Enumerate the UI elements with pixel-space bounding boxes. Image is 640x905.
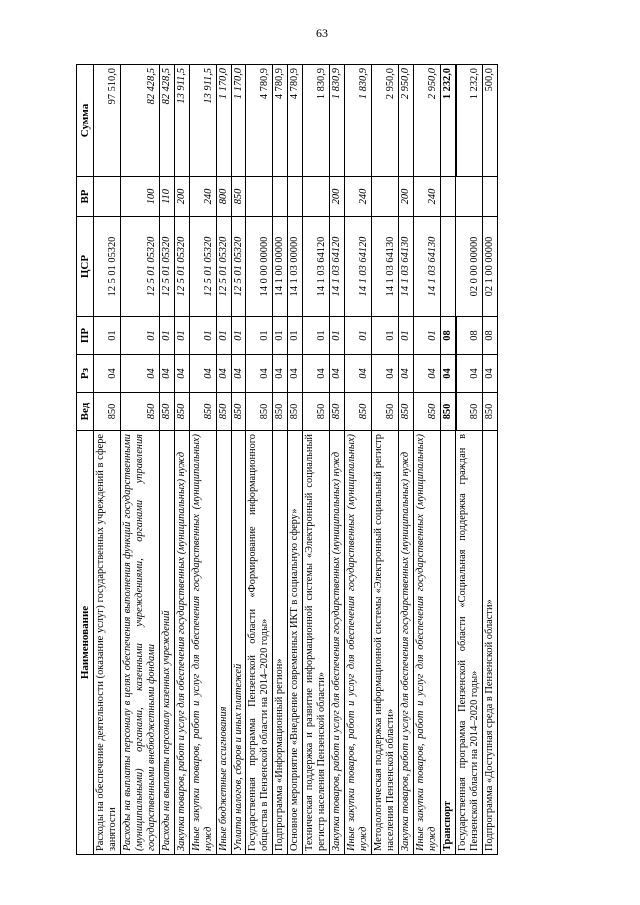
row-ved: 850 [440, 393, 455, 431]
row-name: Подпрограмма «Доступная среда в Пензенской области» [483, 431, 498, 855]
row-rz: 04 [440, 355, 455, 393]
table-row [216, 65, 231, 855]
row-csr: 14 1 03 64120 [330, 217, 345, 317]
row-rz: 04 [288, 355, 303, 393]
row-vr [483, 177, 498, 217]
row-name: Техническая поддержка и развитие информационной системы «Электронный социальный регистр населения Пензенской области» [303, 431, 330, 855]
row-rz: 04 [456, 355, 483, 393]
row-pr: 01 [246, 317, 273, 355]
table-body [94, 65, 498, 855]
row-rz: 04 [330, 355, 345, 393]
row-vr: 850 [231, 177, 246, 217]
row-rz: 04 [94, 355, 121, 393]
row-vr [456, 177, 483, 217]
row-rz: 04 [246, 355, 273, 393]
row-rz: 04 [231, 355, 246, 393]
row-ved: 850 [216, 393, 231, 431]
row-vr: 240 [413, 177, 440, 217]
row-name: Государственная программа Пензенской области «Формирование информационного общества в Пензенской области на 2014–2020 годы» [246, 431, 273, 855]
table-row [398, 65, 413, 855]
row-sum: 82 428,5 [120, 65, 159, 177]
header-name: Наименование [77, 431, 94, 855]
row-sum: 2 950,0 [398, 65, 413, 177]
row-pr: 01 [216, 317, 231, 355]
row-ved: 850 [398, 393, 413, 431]
row-ved: 850 [159, 393, 174, 431]
row-pr: 01 [94, 317, 121, 355]
row-vr [246, 177, 273, 217]
table-row [94, 65, 121, 855]
row-pr: 08 [440, 317, 455, 355]
row-sum: 1 170,0 [231, 65, 246, 177]
table-row [120, 65, 159, 855]
row-sum: 13 911,5 [189, 65, 216, 177]
header-row [77, 65, 94, 855]
row-rz: 04 [345, 355, 372, 393]
row-name: Закупка товаров, работ и услуг для обеспечения государственных (муниципальных) нужд [174, 431, 189, 855]
row-pr: 01 [159, 317, 174, 355]
row-ved: 850 [303, 393, 330, 431]
row-sum: 1 830,9 [330, 65, 345, 177]
row-vr: 100 [120, 177, 159, 217]
table-row [440, 65, 455, 855]
header-sum: Сумма [77, 65, 94, 177]
row-vr [440, 177, 455, 217]
page-number: 63 [316, 26, 328, 40]
row-csr: 02 0 00 00000 [456, 217, 483, 317]
table-row [189, 65, 216, 855]
row-rz: 04 [216, 355, 231, 393]
row-vr: 200 [174, 177, 189, 217]
row-sum: 1 830,9 [303, 65, 330, 177]
table-row [159, 65, 174, 855]
row-ved: 850 [330, 393, 345, 431]
row-vr: 240 [345, 177, 372, 217]
header-vr: ВР [77, 177, 94, 217]
row-sum: 2 950,0 [372, 65, 399, 177]
row-vr: 200 [398, 177, 413, 217]
row-name: Расходы на выплаты персоналу в целях обеспечения выполнения функций государственными (муниципальными) органами, казенными учреждениями, органами управления государственными внебюджетными фондами [120, 431, 159, 855]
row-csr: 14 0 00 00000 [246, 217, 273, 317]
row-pr: 01 [345, 317, 372, 355]
row-pr: 01 [413, 317, 440, 355]
row-rz: 04 [413, 355, 440, 393]
row-rz: 04 [303, 355, 330, 393]
row-name: Уплата налогов, сборов и иных платежей [231, 431, 246, 855]
row-sum: 4 780,9 [246, 65, 273, 177]
row-rz: 04 [159, 355, 174, 393]
row-pr: 08 [483, 317, 498, 355]
row-ved: 850 [120, 393, 159, 431]
row-csr: 12 5 01 05320 [231, 217, 246, 317]
row-pr: 01 [120, 317, 159, 355]
row-name: Методологическая поддержка информационной системы «Электронный социальный регистр населения Пензенской области» [372, 431, 399, 855]
row-pr: 01 [231, 317, 246, 355]
header-ved: Вед [77, 393, 94, 431]
row-pr: 01 [303, 317, 330, 355]
row-pr: 01 [273, 317, 288, 355]
row-rz: 04 [120, 355, 159, 393]
row-ved: 850 [174, 393, 189, 431]
row-csr: 14 1 03 64130 [372, 217, 399, 317]
row-sum: 97 510,0 [94, 65, 121, 177]
row-name: Расходы на обеспечение деятельности (оказание услуг) государственных учреждений в сфере занятости [94, 431, 121, 855]
row-csr: 12 5 01 05320 [174, 217, 189, 317]
row-ved: 850 [189, 393, 216, 431]
row-ved: 850 [231, 393, 246, 431]
row-name: Государственная программа Пензенской области «Социальная поддержка граждан в Пензенской области на 2014–2020 годы» [456, 431, 483, 855]
table-row [483, 65, 498, 855]
row-csr: 12 5 01 05320 [216, 217, 231, 317]
row-sum: 13 911,5 [174, 65, 189, 177]
row-sum: 1 232,0 [440, 65, 455, 177]
row-rz: 04 [189, 355, 216, 393]
table-row [231, 65, 246, 855]
table-row [372, 65, 399, 855]
row-ved: 850 [456, 393, 483, 431]
table-row [273, 65, 288, 855]
row-rz: 04 [174, 355, 189, 393]
row-vr: 800 [216, 177, 231, 217]
row-vr [273, 177, 288, 217]
row-vr [372, 177, 399, 217]
header-pr: ПР [77, 317, 94, 355]
row-sum: 500,0 [483, 65, 498, 177]
row-vr [303, 177, 330, 217]
row-sum: 4 780,9 [273, 65, 288, 177]
row-name: Закупка товаров, работ и услуг для обеспечения государственных (муниципальных) нужд [398, 431, 413, 855]
row-csr: 12 5 01 05320 [120, 217, 159, 317]
row-csr: 14 1 03 00000 [288, 217, 303, 317]
row-sum: 4 780,9 [288, 65, 303, 177]
table-row [413, 65, 440, 855]
row-ved: 850 [372, 393, 399, 431]
row-ved: 850 [345, 393, 372, 431]
row-csr [440, 217, 455, 317]
row-pr: 01 [372, 317, 399, 355]
row-sum: 2 950,0 [413, 65, 440, 177]
row-name: Иные закупки товаров, работ и услуг для обеспечения государственных (муниципальных) нужд [413, 431, 440, 855]
header-rz: Рз [77, 355, 94, 393]
table-row [288, 65, 303, 855]
row-ved: 850 [94, 393, 121, 431]
row-ved: 850 [413, 393, 440, 431]
table-row [456, 65, 483, 855]
row-vr: 240 [189, 177, 216, 217]
row-ved: 850 [246, 393, 273, 431]
row-csr: 12 5 01 05320 [94, 217, 121, 317]
row-pr: 08 [456, 317, 483, 355]
rotated-budget-table [76, 65, 571, 855]
row-csr: 14 1 03 64120 [345, 217, 372, 317]
row-vr: 200 [330, 177, 345, 217]
row-pr: 01 [288, 317, 303, 355]
row-name: Основное мероприятие «Внедрение современных ИКТ в социальную сферу» [288, 431, 303, 855]
row-pr: 01 [398, 317, 413, 355]
table-row [246, 65, 273, 855]
row-pr: 01 [330, 317, 345, 355]
row-name: Иные закупки товаров, работ и услуг для обеспечения государственных (муниципальных) нужд [189, 431, 216, 855]
row-ved: 850 [273, 393, 288, 431]
row-name: Транспорт [440, 431, 455, 855]
row-csr: 14 1 03 64120 [303, 217, 330, 317]
table-row [330, 65, 345, 855]
row-csr: 14 1 00 00000 [273, 217, 288, 317]
table-row [303, 65, 330, 855]
table-row [345, 65, 372, 855]
row-csr: 14 1 03 64130 [413, 217, 440, 317]
header-csr: ЦСР [77, 217, 94, 317]
row-pr: 01 [189, 317, 216, 355]
row-sum: 82 428,5 [159, 65, 174, 177]
row-name: Подпрограмма «Информационный регион» [273, 431, 288, 855]
row-name: Закупка товаров, работ и услуг для обеспечения государственных (муниципальных) нужд [330, 431, 345, 855]
row-rz: 04 [483, 355, 498, 393]
row-vr: 110 [159, 177, 174, 217]
row-ved: 850 [288, 393, 303, 431]
table-row [174, 65, 189, 855]
row-sum: 1 232,0 [456, 65, 483, 177]
row-rz: 04 [398, 355, 413, 393]
row-name: Расходы на выплаты персоналу казенных учреждений [159, 431, 174, 855]
row-pr: 01 [174, 317, 189, 355]
row-rz: 04 [372, 355, 399, 393]
row-ved: 850 [483, 393, 498, 431]
budget-table [76, 64, 498, 855]
row-csr: 12 5 01 05320 [189, 217, 216, 317]
row-vr [94, 177, 121, 217]
row-csr: 14 1 03 64130 [398, 217, 413, 317]
row-rz: 04 [273, 355, 288, 393]
row-name: Иные закупки товаров, работ и услуг для обеспечения государственных (муниципальных) нужд [345, 431, 372, 855]
row-name: Иные бюджетные ассигнования [216, 431, 231, 855]
row-vr [288, 177, 303, 217]
row-sum: 1 170,0 [216, 65, 231, 177]
row-sum: 1 830,9 [345, 65, 372, 177]
row-csr: 02 1 00 00000 [483, 217, 498, 317]
row-csr: 12 5 01 05320 [159, 217, 174, 317]
